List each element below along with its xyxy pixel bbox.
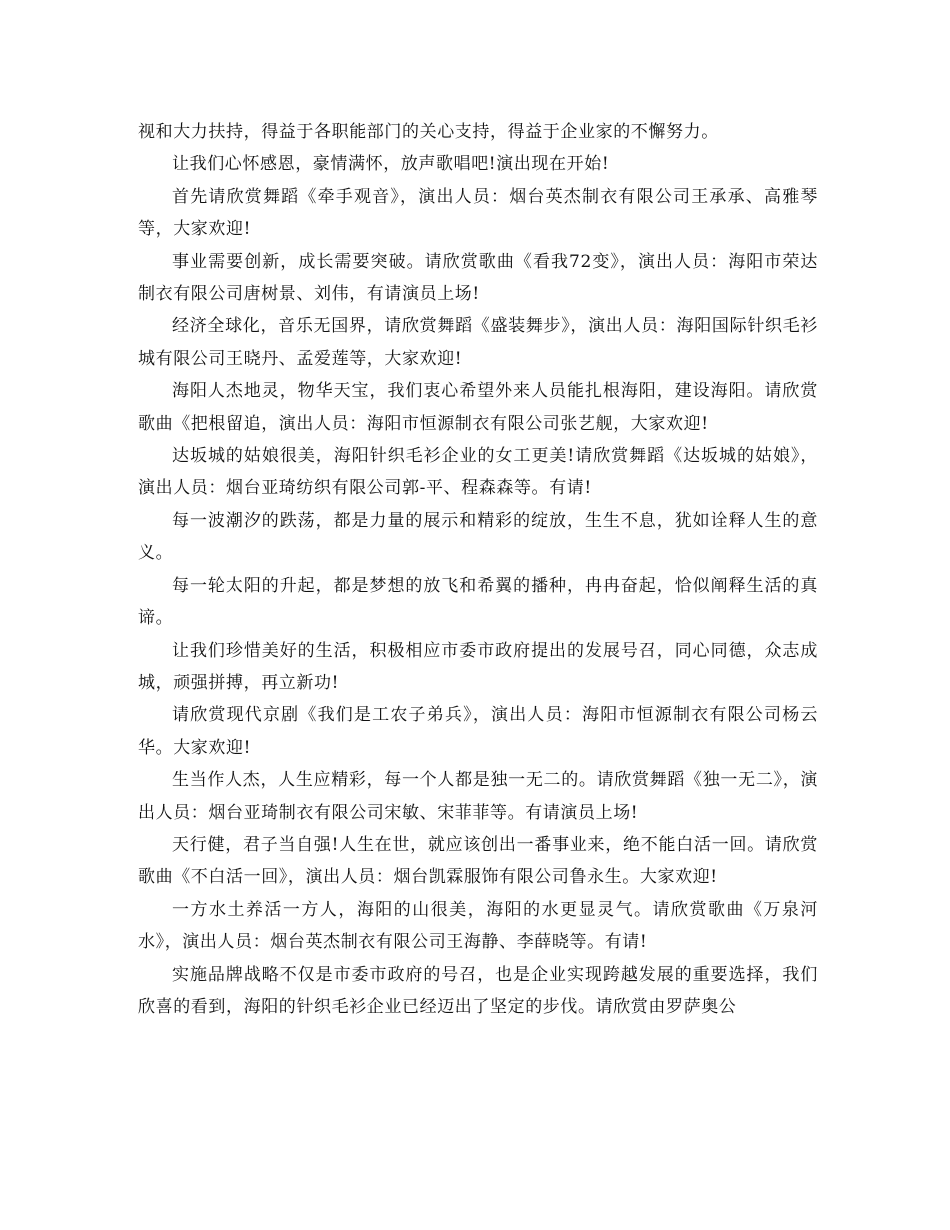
- paragraph-2: 让我们心怀感恩，豪情满怀，放声歌唱吧!演出现在开始!: [172, 154, 610, 175]
- paragraph-13: 天行健，君子当自强!人生在世，就应该创出一番事业来，绝不能白活一回。请欣赏歌曲《不白活一回》，演出人员：烟台凯霖服饰有限公司鲁永生。大家欢迎!: [138, 834, 818, 888]
- paragraph-14: 一方水土养活一方人，海阳的山很美，海阳的水更显灵气。请欣赏歌曲《万泉河水》，演出人员：烟台英杰制衣有限公司王海静、李薛晓等。有请!: [138, 899, 818, 953]
- paragraph-1: 视和大力扶持，得益于各职能部门的关心支持，得益于企业家的不懈努力。: [138, 122, 719, 142]
- paragraph-10: 让我们珍惜美好的生活，积极相应市委市政府提出的发展号召，同心同德，众志成城，顽强拼搏，再立新功!: [138, 640, 818, 693]
- paragraph-9: 每一轮太阳的升起，都是梦想的放飞和希翼的播种，冉冉奋起，恰似阐释生活的真谛。: [138, 575, 818, 629]
- document-page: [138, 116, 818, 1023]
- paragraph-7: 达坂城的姑娘很美，海阳针织毛衫企业的女工更美!请欣赏舞蹈《达坂城的姑娘》，演出人员：烟台亚琦纺织有限公司郭-平、程森森等。有请!: [138, 446, 818, 499]
- paragraph-6: 海阳人杰地灵，物华天宝，我们衷心希望外来人员能扎根海阳，建设海阳。请欣赏歌曲《把根留追，演出人员：海阳市恒源制衣有限公司张艺舰，大家欢迎!: [138, 381, 818, 434]
- paragraph-5: 经济全球化，音乐无国界，请欣赏舞蹈《盛装舞步》，演出人员：海阳国际针织毛衫城有限公司王晓丹、孟爱莲等，大家欢迎!: [138, 316, 818, 369]
- paragraph-15: 实施品牌战略不仅是市委市政府的号召，也是企业实现跨越发展的重要选择，我们欣喜的看到，海阳的针织毛衫企业已经迈出了坚定的步伐。请欣赏由罗萨奥公: [138, 964, 818, 1017]
- paragraph-8: 每一波潮汐的跌荡，都是力量的展示和精彩的绽放，生生不息，犹如诠释人生的意义。: [138, 510, 818, 564]
- paragraph-12: 生当作人杰，人生应精彩，每一个人都是独一无二的。请欣赏舞蹈《独一无二》，演出人员：烟台亚琦制衣有限公司宋敏、宋菲菲等。有请演员上场!: [138, 770, 818, 823]
- paragraph-11: 请欣赏现代京剧《我们是工农子弟兵》，演出人员：海阳市恒源制衣有限公司杨云华。大家欢迎!: [138, 705, 818, 758]
- paragraph-3: 首先请欣赏舞蹈《牵手观音》，演出人员：烟台英杰制衣有限公司王承承、高雅琴等，大家欢迎!: [138, 186, 818, 240]
- paragraph-4: 事业需要创新，成长需要突破。请欣赏歌曲《看我72变》，演出人员：海阳市荣达制衣有限公司唐树景、刘伟，有请演员上场!: [138, 251, 818, 305]
